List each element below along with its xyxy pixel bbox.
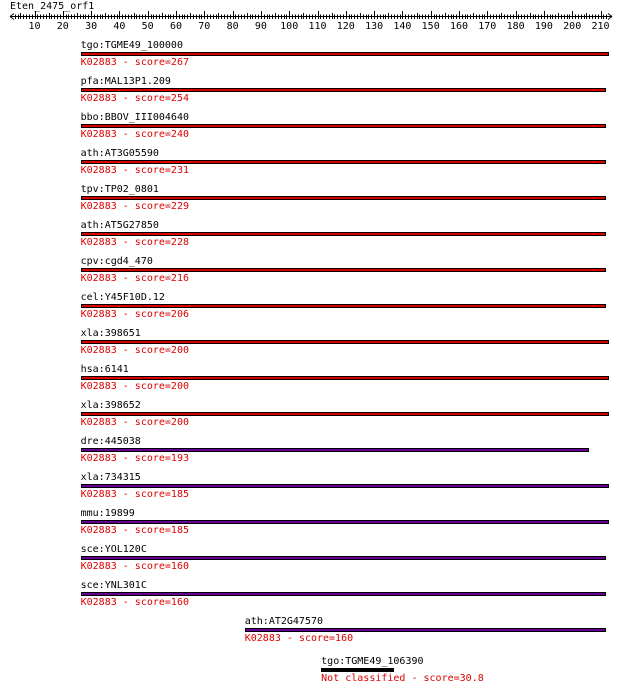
hit-score-label: K02883 - score=160	[244, 633, 354, 644]
hit-name-link[interactable]: cel:Y45F10D.12	[80, 292, 165, 303]
ruler-tick-label: 100	[280, 21, 299, 32]
ruler-tick-label: 200	[563, 21, 582, 32]
ruler-tick-label: 180	[506, 21, 525, 32]
hit-alignment-bar[interactable]	[81, 556, 607, 560]
ruler-tick-label: 110	[308, 21, 327, 32]
hit-alignment-bar[interactable]	[321, 668, 394, 672]
hit-alignment-bar[interactable]	[81, 124, 607, 128]
hit-name-link[interactable]: mmu:19899	[80, 508, 135, 519]
hit-score-label: K02883 - score=228	[80, 237, 189, 248]
hit-name-link[interactable]: dre:445038	[80, 436, 141, 447]
hit-score-label: K02883 - score=193	[80, 453, 189, 464]
ruler-tick-label: 30	[85, 21, 98, 32]
ruler-tick-label: 20	[56, 21, 69, 32]
position-ruler	[0, 0, 620, 22]
hit-name-link[interactable]: pfa:MAL13P1.209	[80, 76, 171, 87]
hit-alignment-bar[interactable]	[81, 160, 607, 164]
hit-alignment-bar[interactable]	[81, 412, 609, 416]
ruler-tick-label: 130	[365, 21, 384, 32]
hit-score-label: K02883 - score=229	[80, 201, 189, 212]
hit-name-link[interactable]: bbo:BBOV_III004640	[80, 112, 189, 123]
ruler-tick-label: 10	[28, 21, 41, 32]
hit-alignment-bar[interactable]	[81, 88, 607, 92]
hit-score-label: K02883 - score=160	[80, 561, 189, 572]
hit-score-label: K02883 - score=231	[80, 165, 189, 176]
hit-score-label: K02883 - score=185	[80, 525, 189, 536]
hit-name-link[interactable]: tgo:TGME49_106390	[321, 656, 424, 667]
query-title: Eten_2475_orf1	[10, 1, 95, 12]
hit-name-link[interactable]: ath:AT5G27850	[80, 220, 159, 231]
hit-name-link[interactable]: ath:AT2G47570	[244, 616, 324, 627]
ruler-tick-label: 60	[169, 21, 183, 32]
ruler-tick-label: 170	[478, 21, 497, 32]
hit-alignment-bar[interactable]	[81, 304, 607, 308]
ruler-tick-label: 190	[534, 21, 553, 32]
hit-alignment-bar[interactable]	[81, 520, 609, 524]
hit-score-label: K02883 - score=200	[80, 381, 189, 392]
hit-name-link[interactable]: xla:398652	[80, 400, 141, 411]
hit-name-link[interactable]: xla:398651	[80, 328, 141, 339]
hit-alignment-bar[interactable]	[81, 448, 590, 452]
hit-alignment-bar[interactable]	[81, 376, 609, 380]
hit-name-link[interactable]: tpv:TP02_0801	[80, 184, 159, 195]
hit-name-link[interactable]: ath:AT3G05590	[80, 148, 159, 159]
ruler-tick-label: 210	[591, 21, 610, 32]
hit-score-label: K02883 - score=160	[80, 597, 189, 608]
ruler-tick-label: 150	[421, 21, 440, 32]
hit-score-label: K02883 - score=185	[80, 489, 189, 500]
ruler-tick-label: 50	[141, 21, 154, 32]
hit-score-label: K02883 - score=267	[80, 57, 189, 68]
ruler-tick-label: 70	[198, 21, 211, 32]
hit-alignment-bar[interactable]	[81, 340, 609, 344]
hit-alignment-bar[interactable]	[81, 52, 609, 56]
hit-alignment-bar[interactable]	[81, 268, 607, 272]
hit-name-link[interactable]: xla:734315	[80, 472, 141, 483]
hit-name-link[interactable]: cpv:cgd4_470	[80, 256, 153, 267]
ruler-tick-label: 120	[336, 21, 355, 32]
hit-score-label: K02883 - score=254	[80, 93, 189, 104]
hit-alignment-bar[interactable]	[81, 592, 607, 596]
hit-score-label: K02883 - score=240	[80, 129, 189, 140]
hit-name-link[interactable]: sce:YOL120C	[80, 544, 147, 555]
hit-alignment-bar[interactable]	[81, 484, 609, 488]
hit-alignment-bar[interactable]	[81, 232, 607, 236]
hit-alignment-bar[interactable]	[245, 628, 606, 632]
hit-alignment-bar[interactable]	[81, 196, 607, 200]
hit-score-label: K02883 - score=200	[80, 345, 189, 356]
ruler-tick-label: 160	[449, 21, 469, 32]
hit-score-label: Not classified - score=30.8	[321, 673, 484, 684]
ruler-tick-label: 140	[393, 21, 412, 32]
hit-name-link[interactable]: sce:YNL301C	[80, 580, 147, 591]
ruler-tick-label: 40	[113, 21, 126, 32]
hit-score-label: K02883 - score=200	[80, 417, 189, 428]
hit-name-link[interactable]: tgo:TGME49_100000	[80, 40, 183, 51]
hit-score-label: K02883 - score=216	[80, 273, 189, 284]
ruler-tick-label: 90	[254, 21, 267, 32]
ruler-tick-label: 80	[226, 21, 239, 32]
hit-name-link[interactable]: hsa:6141	[80, 364, 129, 375]
hit-score-label: K02883 - score=206	[80, 309, 189, 320]
